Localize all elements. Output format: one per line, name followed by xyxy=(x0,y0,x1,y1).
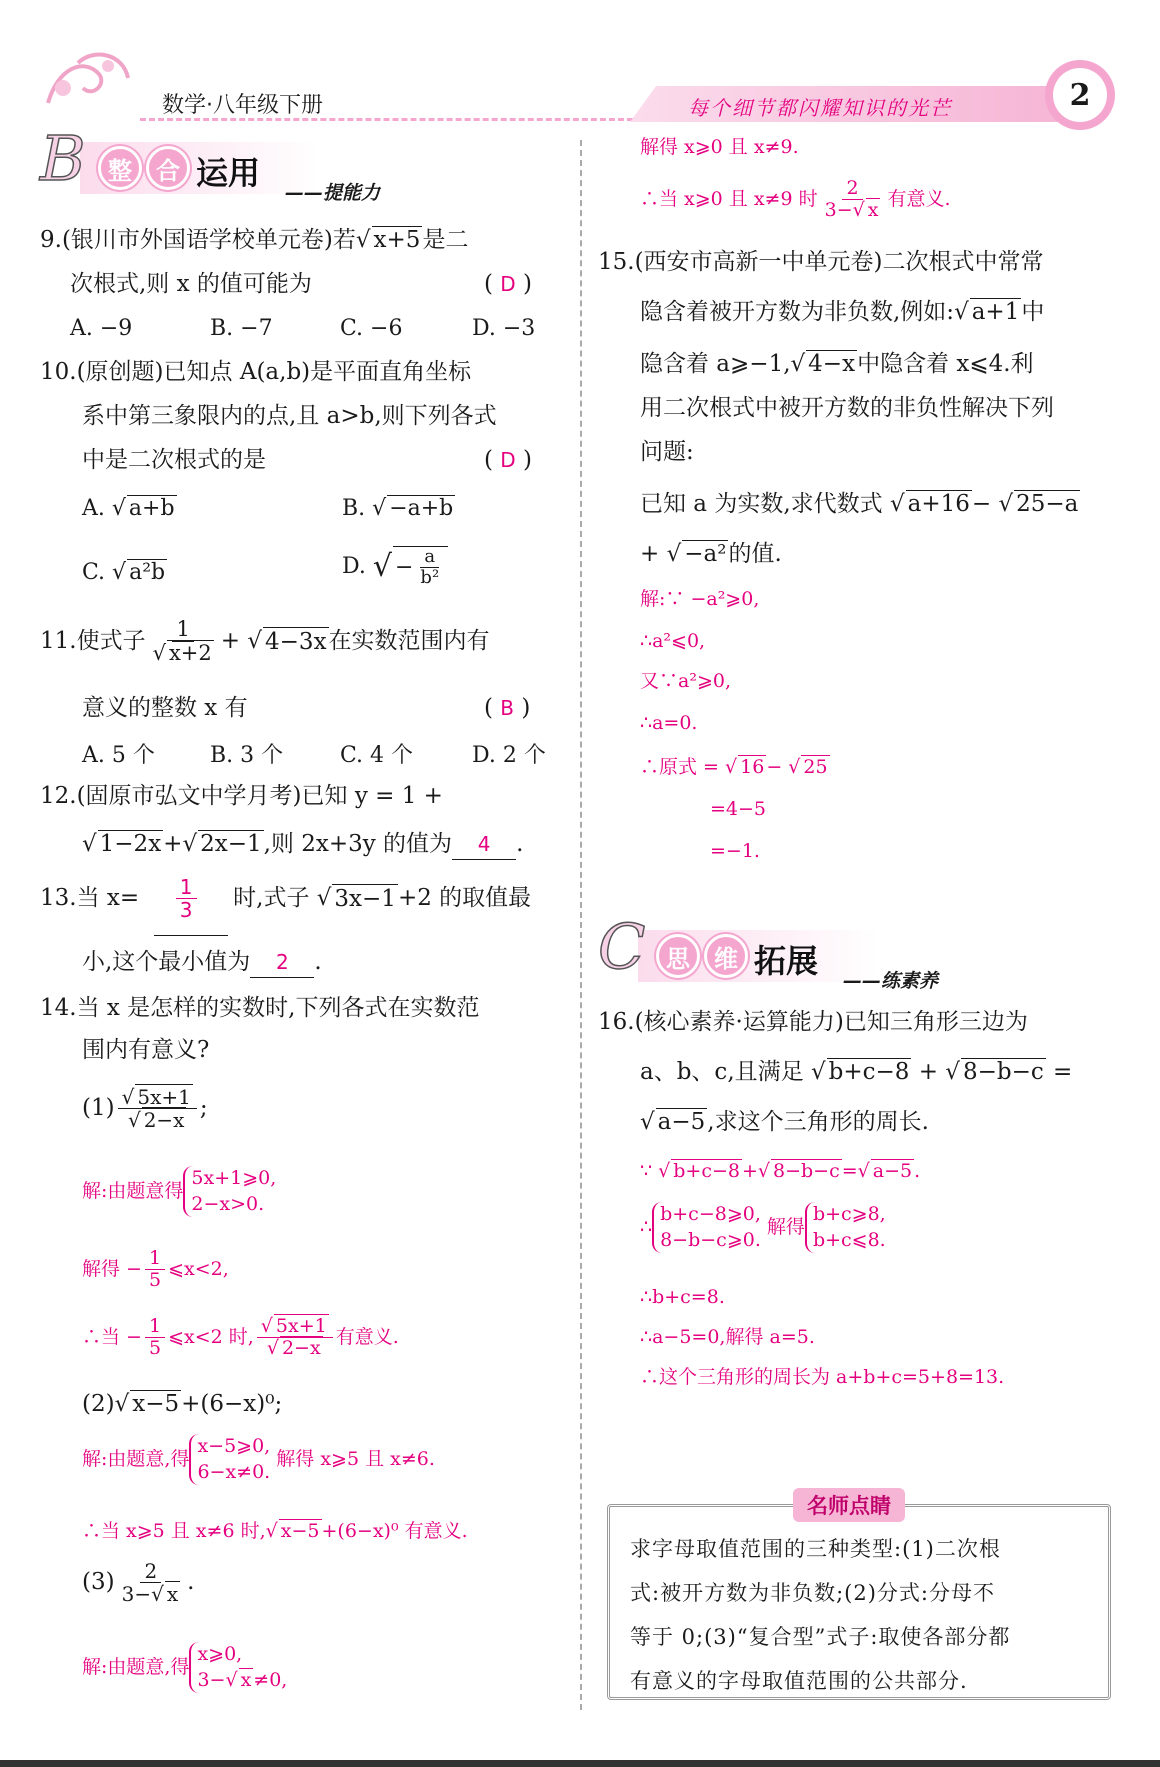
q16-line1: 16.(核心素养·运算能力)已知三角形三边为 xyxy=(598,1009,1028,1035)
q15-line3: 隐含着 a⩾−1,√ 4−x中隐含着 x⩽4.利 xyxy=(640,350,1034,379)
q14-line2: 围内有意义? xyxy=(82,1037,210,1063)
q14-line1: 14.当 x 是怎样的实数时,下列各式在实数范 xyxy=(40,995,480,1021)
q13-blank-line xyxy=(154,935,228,936)
page-number: 2 xyxy=(1053,68,1107,122)
q12-line1: 12.(固原市弘文中学月考)已知 y = 1 + xyxy=(40,783,443,809)
q14-p2-sol-2: ∴当 x⩾5 且 x≠6 时,√ x−5 +(6−x)⁰ 有意义. xyxy=(82,1520,468,1543)
q10-option-b: B. √ −a+b xyxy=(342,496,455,521)
q16-line3: √ a−5,求这个三角形的周长. xyxy=(640,1108,929,1137)
q9-option-c: C. −6 xyxy=(340,316,403,341)
q14-p3-sol-1: 解:由题意,得 x⩾0, 3−√ x ≠0, xyxy=(82,1642,287,1693)
q16-sol-3: ∴b+c=8. xyxy=(640,1286,725,1308)
q11-option-c: C. 4 个 xyxy=(340,743,414,768)
section-b-subtitle: ——提能力 xyxy=(285,182,381,204)
q11-option-a: A. 5 个 xyxy=(82,743,155,768)
q11-answer: ( B ) xyxy=(484,695,531,721)
q15-sol-2: ∴a²⩽0, xyxy=(640,630,706,652)
q16-sol-5: ∴这个三角形的周长为 a+b+c=5+8=13. xyxy=(640,1366,1005,1388)
q10-option-c: C. √ a²b xyxy=(82,560,167,585)
q15-sol-1: 解:∵ −a²⩾0, xyxy=(640,588,760,610)
q10-line2: 系中第三象限内的点,且 a>b,则下列各式 xyxy=(82,403,497,429)
q10-option-d: D. √ − $\frac{a}{\text{b²}}$ xyxy=(342,546,448,588)
q12-line2: √ 1−2x+√ 2x−1,则 2x+3y 的值为 4 . xyxy=(82,830,523,860)
q14-part3: (3) $\frac{2}{3-√ x}$ . xyxy=(82,1560,194,1605)
section-b-badge-2: 合 xyxy=(146,146,190,190)
column-divider xyxy=(580,140,582,1710)
page-number-badge xyxy=(1045,60,1115,130)
q10-line3: 中是二次根式的是 xyxy=(82,447,266,473)
tip-title: 名师点睛 xyxy=(793,1488,905,1522)
q15-sol-4: ∴a=0. xyxy=(640,712,698,734)
section-c-subtitle: ——练素养 xyxy=(843,970,939,992)
header-subject: 数学·八年级下册 xyxy=(162,93,323,118)
header-dash-line xyxy=(140,118,660,121)
q11-line1: 11.使式子 1 √ x+2 + √ 4−3x 在实数范围内有 xyxy=(40,618,490,665)
q11-option-b: B. 3 个 xyxy=(210,743,284,768)
q16-line2: a、b、c,且满足 √ b+c−8 + √ 8−b−c = xyxy=(640,1058,1072,1087)
q14-p3-sol-2: 解得 x⩾0 且 x≠9. xyxy=(640,136,799,158)
q15-sol-6: =4−5 xyxy=(710,798,767,820)
q11-option-d: D. 2 个 xyxy=(472,743,546,768)
tip-line-1: 求字母取值范围的三种类型:(1)二次根 xyxy=(630,1537,1001,1561)
q14-p1-sol-1: 解:由题意得 5x+1⩾0, 2−x>0. xyxy=(82,1166,276,1217)
q15-line5: 问题: xyxy=(640,439,694,465)
q14-p3-sol-3: ∴当 x⩾0 且 x≠9 时 $\frac{2}{3-√ x}$ 有意义. xyxy=(640,178,951,221)
q15-line6: 已知 a 为实数,求代数式 √ a+16− √ 25−a xyxy=(640,490,1080,519)
q14-p1-sol-2: 解得 − $\frac{1}{5}$ ⩽x<2, xyxy=(82,1247,229,1291)
q15-sol-7: =−1. xyxy=(710,840,760,862)
q10-option-a: A. √ a+b xyxy=(82,496,177,521)
q16-sol-1: ∵ √ b+c−8 +√ 8−b−c =√ a−5 . xyxy=(640,1160,920,1183)
section-b-heading xyxy=(40,122,580,208)
q15-line2: 隐含着被开方数为非负数,例如:√ a+1中 xyxy=(640,298,1044,327)
q9-option-d: D. −3 xyxy=(472,316,536,341)
q14-part2: (2)√ x−5+(6−x)⁰; xyxy=(82,1390,282,1419)
q15-sol-5: ∴原式 = √ 16 − √ 25 xyxy=(640,756,830,779)
bottom-bar xyxy=(0,1760,1160,1767)
section-c-badge-2: 维 xyxy=(704,934,748,978)
q9-answer: ( D ) xyxy=(484,271,532,297)
q9-line2: 次根式,则 x 的值可能为 xyxy=(70,271,312,297)
q11-line2: 意义的整数 x 有 xyxy=(82,695,248,721)
q16-sol-2: ∴ b+c−8⩾0, 8−b−c⩾0. 解得 b+c⩾8, b+c⩽8. xyxy=(640,1202,886,1253)
q13-line2: 小,这个最小值为 2 . xyxy=(82,948,322,978)
q13-line1: 13.当 x= $\frac{1}{3}$ 时,式子 √ 3x−1 +2 的取值最 xyxy=(40,876,531,921)
q10-answer: ( D ) xyxy=(484,447,532,473)
q14-part1: (1) √ 5x+1 √ 2−x ; xyxy=(82,1086,208,1131)
tip-line-3: 等于 0;(3)“复合型”式子:取使各部分都 xyxy=(630,1625,1011,1649)
header-motto: 每个细节都闪耀知识的光芒 xyxy=(688,96,952,120)
section-b-letter: B xyxy=(40,122,86,195)
q16-sol-4: ∴a−5=0,解得 a=5. xyxy=(640,1326,815,1348)
tip-line-4: 有意义的字母取值范围的公共部分. xyxy=(630,1669,968,1693)
q9-line1: 9.(银川市外国语学校单元卷)若√ x+5是二 xyxy=(40,226,468,255)
q15-sol-3: 又∵a²⩾0, xyxy=(640,670,731,692)
q15-line7: + √ −a²的值. xyxy=(640,540,782,569)
section-c-heading xyxy=(598,910,1138,996)
q10-line1: 10.(原创题)已知点 A(a,b)是平面直角坐标 xyxy=(40,359,472,385)
q9-option-b: B. −7 xyxy=(210,316,273,341)
section-b-title: 运用 xyxy=(196,154,261,192)
q14-p2-sol-1: 解:由题意,得 x−5⩾0, 6−x≠0. 解得 x⩾5 且 x≠6. xyxy=(82,1434,435,1485)
tip-box xyxy=(607,1504,1111,1700)
q15-line4: 用二次根式中被开方数的非负性解决下列 xyxy=(640,395,1054,421)
section-c-letter: C xyxy=(598,910,646,983)
tip-line-2: 式:被开方数为非负数;(2)分式:分母不 xyxy=(630,1581,995,1605)
section-b-badge-1: 整 xyxy=(98,146,142,190)
section-c-badge-1: 思 xyxy=(656,934,700,978)
q15-line1: 15.(西安市高新一中单元卷)二次根式中常常 xyxy=(598,249,1044,275)
q9-option-a: A. −9 xyxy=(70,316,133,341)
q14-p1-sol-3: ∴当 − $\frac{1}{5}$ ⩽x<2 时, √ 5x+1 √ 2−x 有意义. xyxy=(82,1316,399,1359)
header-flourish xyxy=(38,48,138,118)
section-c-title: 拓展 xyxy=(754,942,819,980)
